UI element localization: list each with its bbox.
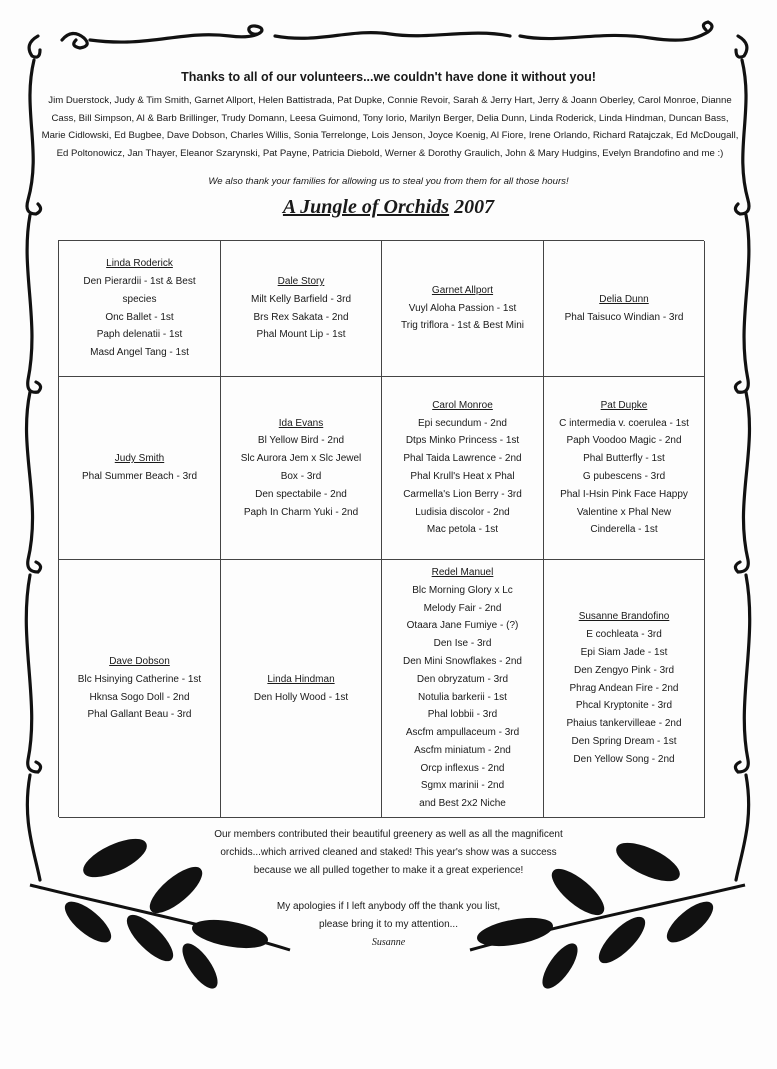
award-line: Phal Mount Lip - 1st bbox=[256, 329, 346, 341]
award-line: Notulia barkerii - 1st bbox=[418, 691, 507, 703]
award-line: Brs Rex Sakata - 2nd bbox=[253, 311, 349, 323]
show-title bbox=[0, 196, 777, 219]
winner-name: Ida Evans bbox=[278, 417, 324, 429]
award-line: Blc Hsinying Catherine - 1st bbox=[77, 673, 202, 685]
award-line: Phaius tankervilleae - 2nd bbox=[566, 718, 682, 730]
award-line: species bbox=[122, 293, 157, 305]
award-line: Onc Ballet - 1st bbox=[105, 311, 174, 323]
top-scroll-ornament bbox=[62, 22, 712, 48]
award-line: Otaara Jane Fumiye - (?) bbox=[406, 620, 519, 632]
award-line: Phal Butterfly - 1st bbox=[583, 453, 665, 465]
award-line: Carmella's Lion Berry - 3rd bbox=[403, 488, 522, 500]
winner-name: Dale Story bbox=[277, 275, 325, 287]
award-line: Epi Siam Jade - 1st bbox=[580, 647, 668, 658]
award-line: Bl Yellow Bird - 2nd bbox=[257, 435, 345, 447]
winner-cell bbox=[59, 560, 221, 818]
award-line: Melody Fair - 2nd bbox=[423, 602, 502, 614]
award-line: Ludisia discolor - 2nd bbox=[415, 506, 510, 518]
award-line: Phrag Andean Fire - 2nd bbox=[569, 682, 679, 694]
winner-name: Dave Dobson bbox=[109, 655, 170, 667]
award-line: Phal Taida Lawrence - 2nd bbox=[403, 453, 522, 465]
award-line: Phcal Kryptonite - 3rd bbox=[575, 700, 673, 712]
show-title-text: A Jungle of Orchids bbox=[282, 196, 450, 218]
award-line: Dtps Minko Princess - 1st bbox=[405, 435, 520, 447]
winner-cell bbox=[544, 241, 705, 377]
families-thanks: We also thank your families for allowing us to steal you from them for all those hours! bbox=[208, 176, 569, 187]
winner-name: Judy Smith bbox=[114, 453, 165, 465]
award-line: Den Pierardii - 1st & Best bbox=[83, 275, 196, 287]
award-line: Paph delenatii - 1st bbox=[96, 329, 183, 341]
award-line: Den Zengyo Pink - 3rd bbox=[573, 664, 675, 676]
winner-name: Redel Manuel bbox=[431, 566, 494, 578]
winner-cell bbox=[544, 377, 705, 560]
award-line: Den Spring Dream - 1st bbox=[571, 735, 677, 747]
award-line: Blc Morning Glory x Lc bbox=[412, 584, 513, 596]
award-line: Epi secundum - 2nd bbox=[418, 417, 507, 429]
award-line: Milt Kelly Barfield - 3rd bbox=[250, 293, 352, 305]
footer-message bbox=[0, 826, 777, 880]
winner-cell bbox=[221, 241, 382, 377]
apology-note bbox=[0, 898, 777, 952]
award-line: Masd Angel Tang - 1st bbox=[90, 347, 189, 359]
award-line: Den Mini Snowflakes - 2nd bbox=[403, 655, 522, 667]
award-line: Paph Voodoo Magic - 2nd bbox=[566, 435, 682, 447]
award-line: Ascfm ampullaceum - 3rd bbox=[405, 727, 520, 739]
winner-cell bbox=[382, 377, 544, 560]
award-line: Sgmx marinii - 2nd bbox=[420, 780, 505, 792]
footer-line: Our members contributed their beautiful greenery as well as all the magnificent bbox=[214, 829, 563, 840]
award-line: Hknsa Sogo Doll - 2nd bbox=[89, 691, 190, 703]
award-line: Phal Gallant Beau - 3rd bbox=[87, 709, 192, 721]
volunteer-list: Jim Duerstock, Judy & Tim Smith, Garnet Allport, Helen Battistrada, Pat Dupke, Connie Revoir, Sarah & Jerry Hart, Jerry & Joann Oberley, Carol Monroe, Dianne Cass, Bill Simpson, Al & Barb Brillinger, Trudy Domann, Leesa Guimond, Tony Iorio, Marilyn Berger, Delia Dunn, Linda Roderick, Linda Hindman, Duncan Bass, Marie Cidlowski, Ed Bugbee, Dave Dobson, Charles Willis, Sonia Terrelonge, Lois Jenson, Joyce Koenig, Al Fiore, Irene Orlando, Richard Ratajczak, Ed McDougall, Ed Poltonowicz, Jan Thayer, Eleanor Szarynski, Pat Payne, Patricia Diebold, Werner & Dorothy Graulich, John & Mary Hudgins, Evelyn Brandofino and me :) bbox=[41, 95, 739, 159]
winner-name: Pat Dupke bbox=[600, 399, 648, 411]
winner-cell bbox=[59, 241, 221, 377]
footer-line: orchids...which arrived cleaned and staked! This year's show was a success bbox=[220, 847, 557, 858]
winner-name: Linda Roderick bbox=[106, 258, 173, 270]
winner-name: Garnet Allport bbox=[431, 284, 494, 296]
award-line: Orcp inflexus - 2nd bbox=[420, 762, 505, 774]
right-scroll-ornament bbox=[735, 36, 749, 880]
award-line: Phal Taisuco Windian - 3rd bbox=[564, 311, 684, 323]
apology-line: My apologies if I left anybody off the thank you list, bbox=[276, 901, 501, 912]
winner-cell bbox=[382, 560, 544, 818]
winner-cell bbox=[544, 560, 705, 818]
award-line: Den Holly Wood - 1st bbox=[253, 691, 349, 703]
award-line: and Best 2x2 Niche bbox=[419, 798, 506, 810]
award-line: Mac petola - 1st bbox=[426, 524, 499, 536]
winner-cell bbox=[59, 377, 221, 560]
award-line: Den spectabile - 2nd bbox=[255, 488, 347, 500]
award-line: Vuyl Aloha Passion - 1st bbox=[408, 302, 517, 314]
award-line: Phal I-Hsin Pink Face Happy bbox=[560, 488, 688, 500]
left-scroll-ornament bbox=[26, 36, 40, 880]
thanks-title: Thanks to all of our volunteers...we couldn't have done it without you! bbox=[181, 70, 596, 84]
award-line: Den Yellow Song - 2nd bbox=[573, 753, 675, 765]
winner-name: Linda Hindman bbox=[267, 673, 335, 685]
award-line: Cinderella - 1st bbox=[590, 524, 658, 536]
award-line: C intermedia v. coerulea - 1st bbox=[559, 417, 689, 429]
award-line: Box - 3rd bbox=[280, 471, 322, 482]
winner-cell bbox=[221, 560, 382, 818]
award-line: Den obryzatum - 3rd bbox=[416, 673, 509, 685]
winner-name: Delia Dunn bbox=[599, 293, 649, 305]
award-line: Paph In Charm Yuki - 2nd bbox=[243, 506, 359, 518]
award-line: Den Ise - 3rd bbox=[433, 638, 492, 650]
award-line: Valentine x Phal New bbox=[576, 506, 672, 518]
winners-table bbox=[58, 240, 704, 817]
award-line: Slc Aurora Jem x Slc Jewel bbox=[240, 453, 362, 465]
award-line: G pubescens - 3rd bbox=[582, 471, 666, 482]
apology-line: please bring it to my attention... bbox=[319, 919, 458, 930]
winner-name: Carol Monroe bbox=[432, 399, 493, 411]
show-year: 2007 bbox=[454, 196, 495, 218]
winner-name: Susanne Brandofino bbox=[578, 611, 670, 623]
award-line: Phal Krull's Heat x Phal bbox=[410, 471, 515, 482]
award-line: E cochleata - 3rd bbox=[586, 629, 662, 641]
winner-cell bbox=[221, 377, 382, 560]
award-line: Phal lobbii - 3rd bbox=[427, 709, 498, 721]
footer-line: because we all pulled together to make it a great experience! bbox=[253, 865, 524, 876]
signature: Susanne bbox=[371, 937, 406, 948]
award-line: Phal Summer Beach - 3rd bbox=[81, 471, 198, 482]
award-line: Ascfm miniatum - 2nd bbox=[414, 744, 511, 756]
winner-cell bbox=[382, 241, 544, 377]
award-line: Trig triflora - 1st & Best Mini bbox=[401, 320, 524, 332]
